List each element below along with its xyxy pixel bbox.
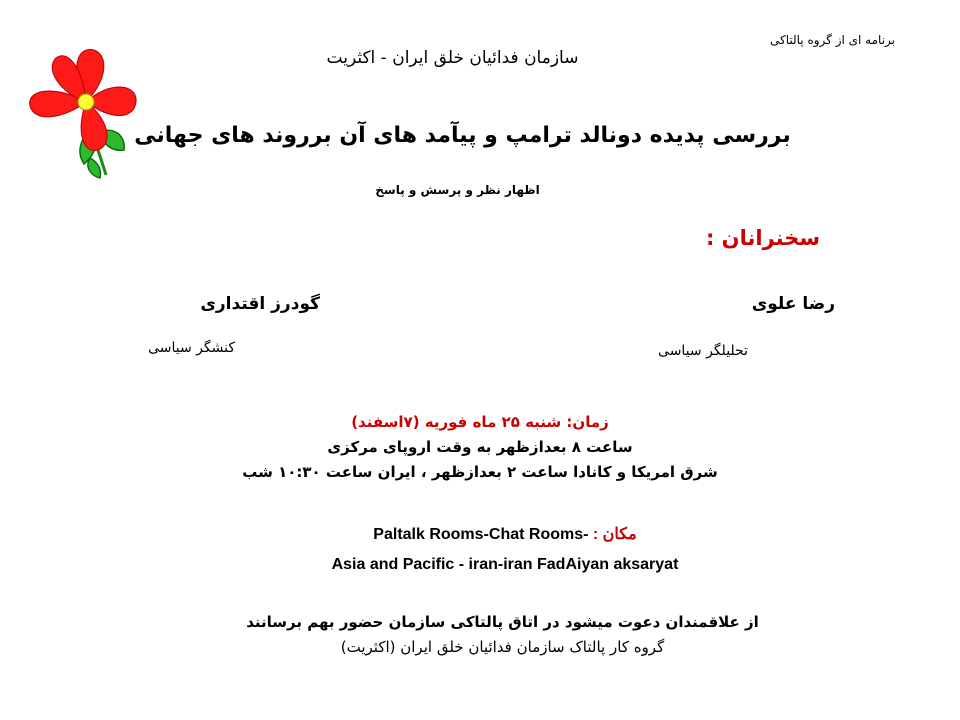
schedule-date: زمان: شنبه ۲۵ ماه فوریه (۷اسفند)	[351, 413, 609, 431]
place-line-1	[0, 520, 960, 550]
speaker-role: تحلیلگر سیاسی	[658, 343, 748, 359]
speaker-role: کنشگر سیاسی	[148, 340, 235, 356]
speaker-name: گودرز اقتداری	[200, 294, 320, 314]
organization-name: سازمان فدائیان خلق ایران - اکثریت	[326, 48, 579, 68]
place-block	[0, 520, 960, 580]
invitation-text: از علاقمندان دعوت میشود در اتاق پالتاکی سازمان حضور بهم برسانند	[246, 613, 759, 631]
speaker-name: رضا علوی	[751, 294, 835, 314]
page-title: بررسی پدیده دونالد ترامپ و پیآمد های آن برروند های جهانی	[134, 123, 791, 148]
place-room: Paltalk Rooms-Chat Rooms-	[373, 526, 589, 543]
subtitle: اظهار نظر و پرسش و پاسخ	[375, 183, 540, 197]
speakers-heading: سخنرانان :	[705, 226, 820, 250]
schedule-time-europe: ساعت ۸ بعدازظهر به وقت اروپای مرکزی	[327, 438, 633, 456]
schedule-block	[0, 410, 960, 485]
invitation-signature: گروه کار پالتاک سازمان فدائیان خلق ایران (اکثریت)	[340, 638, 665, 656]
place-line-2: Asia and Pacific - iran-iran FadAiyan aksaryat	[331, 556, 679, 573]
schedule-time-america-iran: شرق امریکا و کانادا ساعت ۲ بعدازظهر ، ایران ساعت ۱۰:۳۰ شب	[242, 463, 718, 481]
place-label: مکان :	[592, 526, 637, 543]
top-note: برنامه ای از گروه پالتاکی	[770, 33, 895, 47]
invitation-block	[0, 610, 960, 660]
